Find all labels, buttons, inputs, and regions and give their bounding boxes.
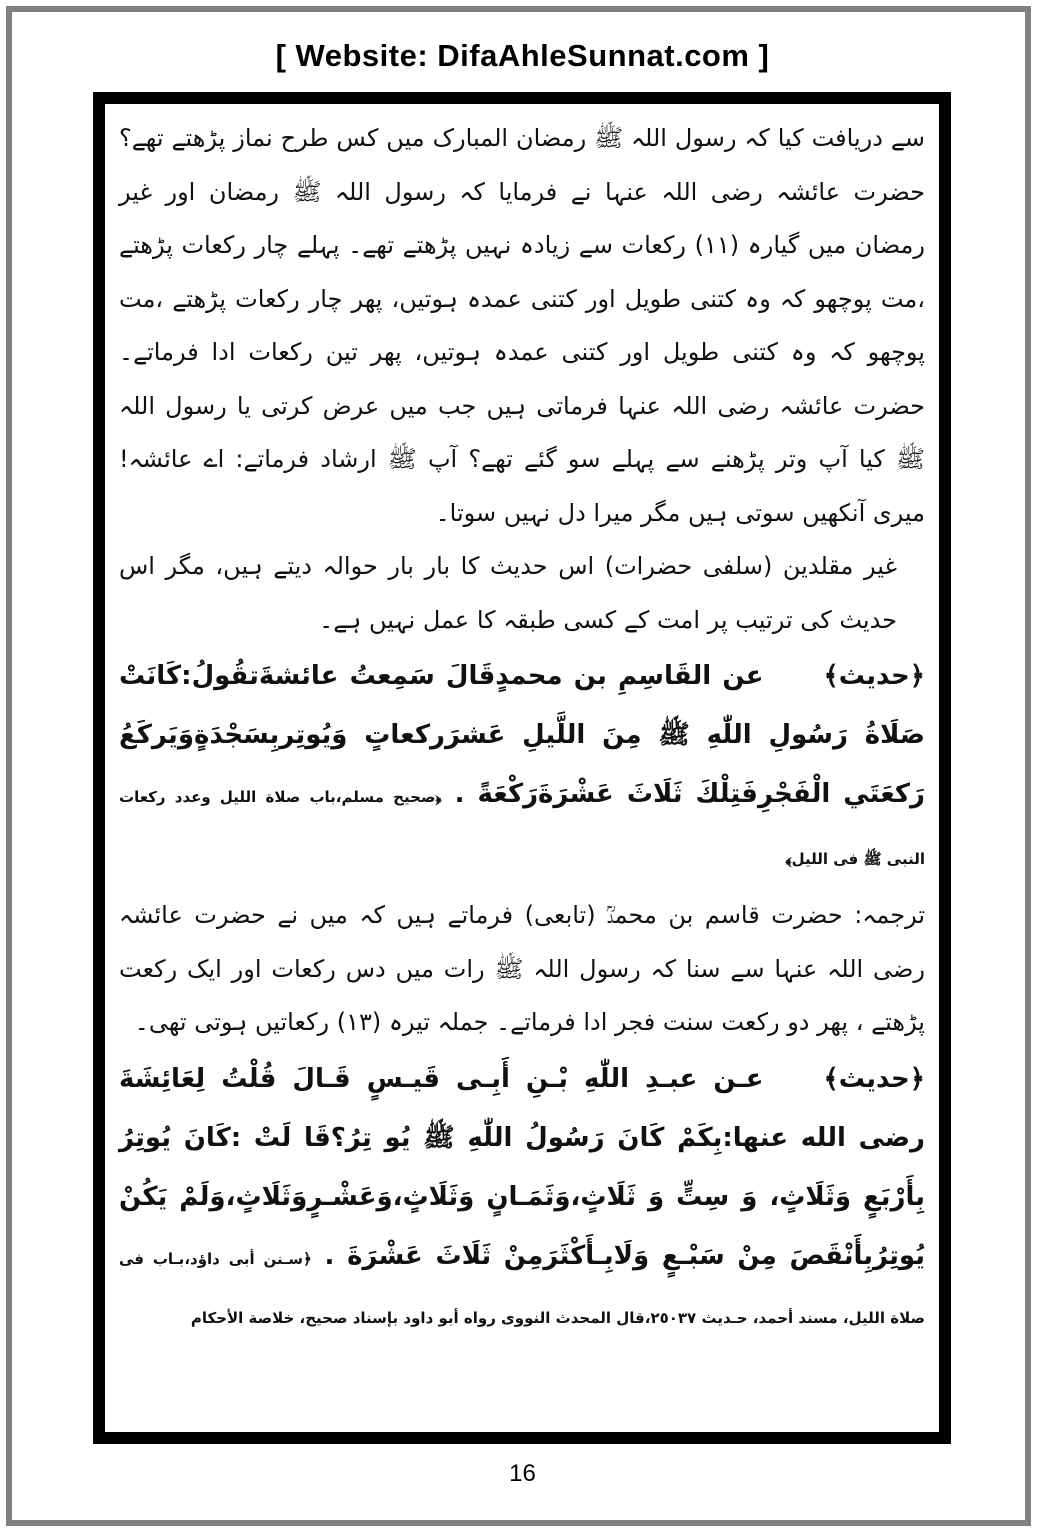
paragraph-ghair-muqallideen: غیر مقلدین (سلفی حضرات) اس حدیث کا بار بار حوالہ دیتے ہیں، مگر اس حدیث کی ترتیب پر امت کے کسی طبقہ کا عمل نہیں ہے۔ (119, 552, 897, 634)
hadith-1-label: ﴿حدیث﴾ (823, 661, 925, 691)
hadith-1 (119, 647, 925, 889)
hadith-2 (119, 1050, 925, 1345)
hadith-2-reference: ﴿سـنن أبی داؤد،بـاب فی صلاة اللیل، مسند أحمد، حـديث ٢٥٠٣٧،قال المحدث النووی رواه أبو داود بإسناد صحيح، خلاصة الأحكام (119, 1249, 925, 1327)
content-frame (93, 92, 951, 1444)
hadith-1-reference: ﴿صحیح مسلم،باب صلاة اللیل وعدد رکعات النبی ﷺ فی اللیل﴾ (119, 788, 925, 868)
website-header: [ Website: DifaAhleSunnat.com ] (275, 38, 770, 73)
hadith-1-text: عن القَاسِمِ بن محمدٍقَالَ سَمِعتُ عائشةَتقُولُ:كَانَتْ صَلَاةُ رَسُولِ اللّٰهِ ﷺ مِنَ اللَّيلِ عَشرَرکعاتٍ وَيُوتِربِسَجْدَةٍوَيَركَعُ رَكعَتَي الْفَجْرِفَتِلْكَ ثَلَاثَ عَشْرَةَرَكْعَةً . (119, 661, 925, 809)
page-number: 16 (509, 1460, 536, 1487)
hadith-2-text: عـن عبـدِ اللّٰهِ بْـنِ أَبِـی قَيـسٍ قَـالَ قُلْتُ لِعَائِشَةَ رضی الله عنها:بِكَمْ كَانَ رَسُولُ اللّٰهِ ﷺ يُو تِرُ؟قَا لَتْ :كَانَ يُوتِرُ بِأَرْبَعٍ وَثَلَاثٍ، وَ سِتٍّ وَ ثَلَاثٍ،وَثَمَـانٍ وَثَلَاثٍ،وَعَشْـرٍوَثَلَاثٍ،وَلَمْ يَكُنْ يُوتِرُبِأَنْقَصَ مِنْ سَبْـعٍ وَلَابِـأَكْثَرَمِنْ ثَلَاثَ عَشْرَةَ . (119, 1063, 925, 1271)
paragraph-aisha-narration: سے دریافت کیا کہ رسول اللہ ﷺ رمضان المبارک میں کس طرح نماز پڑھتے تھے؟ حضرت عائشہ رضی اللہ عنہا نے فرمایا کہ رسول اللہ ﷺ رمضان اور غیر رمضان میں گیارہ (١١) رکعات سے زیادہ نہیں پڑھتے تھے۔ پہلے چار رکعات پڑھتے ،مت پوچھو کہ وہ کتنی طویل اور کتنی عمدہ ہوتیں، پھر چار رکعات پڑھتے ،مت پوچھو کہ وہ کتنی طویل اور کتنی عمدہ ہوتیں، پھر تین رکعات ادا فرماتے۔ حضرت عائشہ رضی اللہ عنہا فرماتی ہیں جب میں عرض کرتی یا رسول اللہ ﷺ کیا آپ وتر پڑھنے سے پہلے سو گئے تھے؟ آپ ﷺ ارشاد فرماتے: اے عائشہ! میری آنکھیں سوتی ہیں مگر میرا دل نہیں سوتا۔ (119, 124, 926, 527)
text-body (119, 112, 925, 1424)
hadith-2-label: ﴿حدیث﴾ (823, 1063, 925, 1094)
translation-1: ترجمہ: حضرت قاسم بن محمدؒ (تابعی) فرماتے ہیں کہ میں نے حضرت عائشہ رضی اللہ عنہا سے سنا کہ رسول اللہ ﷺ رات میں دس رکعات اور ایک رکعت پڑھتے ، پھر دو رکعت سنت فجر ادا فرماتے۔ جملہ تیرہ (١٣) رکعاتیں ہوتی تھی۔ (119, 901, 925, 1036)
